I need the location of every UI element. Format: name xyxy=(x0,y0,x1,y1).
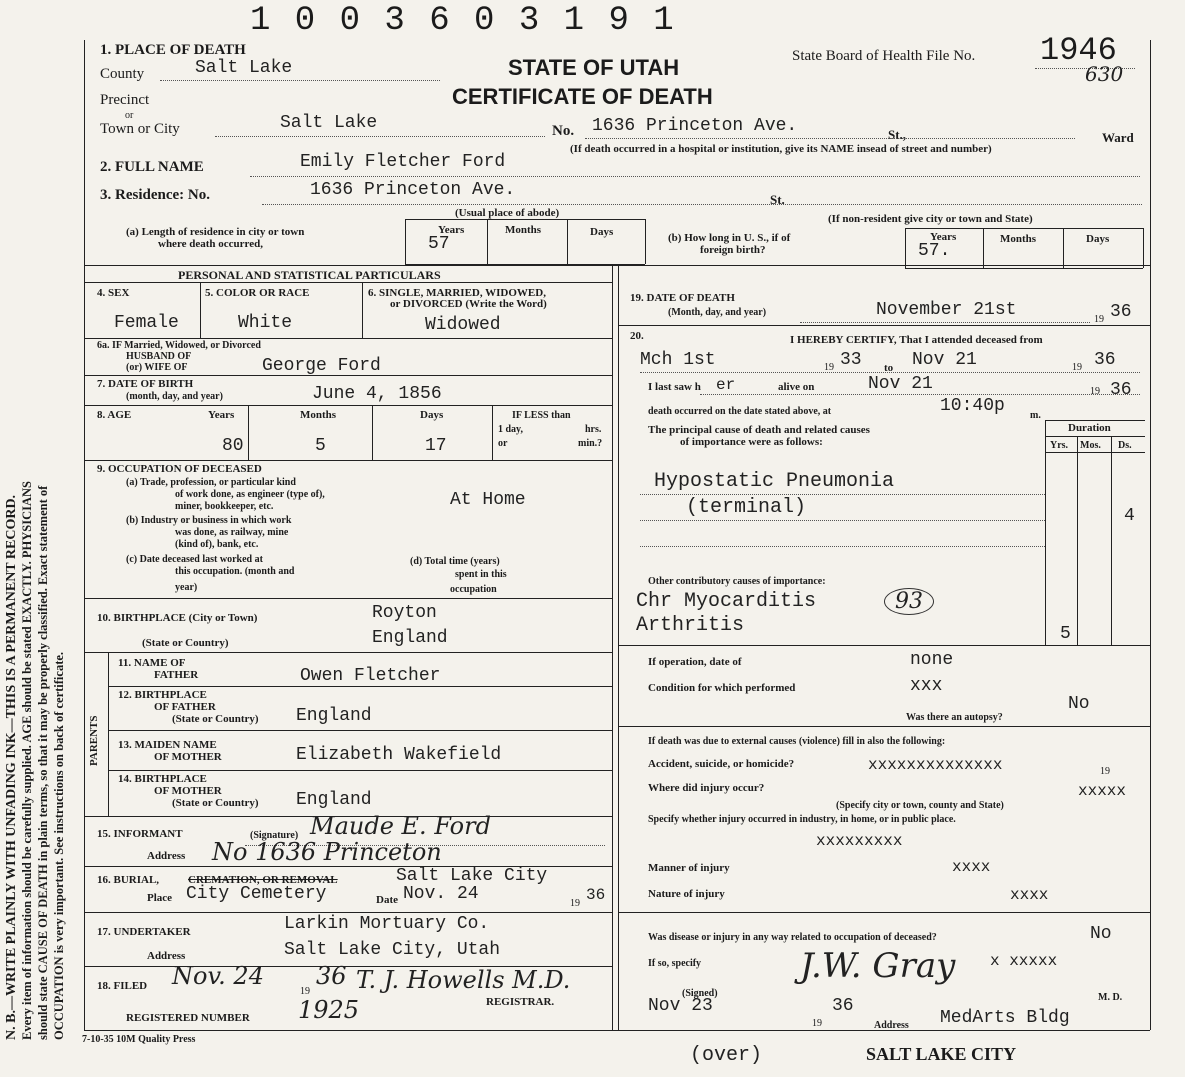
town-value: Salt Lake xyxy=(280,113,378,133)
duration-mid-1 xyxy=(1077,436,1078,645)
dod-year-prefix: 19 xyxy=(1094,314,1104,325)
nonresident-note: (If non-resident give city or town and State) xyxy=(828,213,1033,225)
personal-section-title: PERSONAL AND STATISTICAL PARTICULARS xyxy=(178,268,441,282)
principal-cause-a: The principal cause of death and related causes xyxy=(648,424,870,436)
undertaker-address-value: Salt Lake City, Utah xyxy=(284,940,501,960)
age-days-value: 17 xyxy=(425,436,447,456)
father-bp-label-c: (State or Country) xyxy=(172,713,259,725)
duration-left xyxy=(1045,420,1046,645)
dod-line xyxy=(800,322,1090,323)
nature-value: xxxx xyxy=(1010,886,1049,904)
age-months-label: Months xyxy=(300,409,337,421)
duration-mid-2 xyxy=(1111,436,1112,645)
row-11-bottom xyxy=(108,686,612,687)
husband-value: George Ford xyxy=(262,356,381,376)
occ-related-label: Was disease or injury in any way related to occupation of deceased? xyxy=(648,932,937,943)
cause-tertiary-years: 5 xyxy=(1060,624,1071,644)
occupation-d3: occupation xyxy=(450,584,497,595)
cause-line-2 xyxy=(640,520,1045,521)
burial-place-label: Place xyxy=(147,892,173,904)
signed-date: Nov 23 xyxy=(648,996,713,1016)
signed-year: 36 xyxy=(832,996,854,1016)
row-16-bottom xyxy=(84,912,612,913)
state-title: STATE OF UTAH xyxy=(508,55,680,80)
age-months-value: 5 xyxy=(315,436,326,456)
father-bp-value: England xyxy=(296,706,372,726)
occupation-b1: (b) Industry or business in which work xyxy=(126,515,292,526)
residence-line xyxy=(262,204,1142,205)
burial-place-value: Salt Lake City xyxy=(396,866,548,886)
us-months-label: Months xyxy=(1000,233,1037,245)
res-years-label: Years xyxy=(438,224,465,236)
registrar-signature: T. J. Howells M.D. xyxy=(356,966,571,994)
cause-primary-note: (terminal) xyxy=(686,496,807,519)
less-label-e: min.? xyxy=(578,438,603,449)
death-occurred-text: death occurred on the date stated above, at xyxy=(648,406,832,417)
father-bp-label-a: 12. BIRTHPLACE xyxy=(118,689,207,701)
informant-label: 15. INFORMANT xyxy=(97,828,183,840)
parents-divider xyxy=(108,652,109,816)
less-label-d: or xyxy=(498,438,508,449)
us-days-label: Days xyxy=(1086,233,1110,245)
row-10-bottom xyxy=(84,652,612,653)
ward-label: Ward xyxy=(1102,130,1134,145)
signed-label: (Signed) xyxy=(682,988,718,999)
certify-text: I HEREBY CERTIFY, That I attended deceased from xyxy=(790,334,1043,346)
cause-line-3 xyxy=(640,546,1045,547)
burial-year-prefix: 19 xyxy=(570,898,580,909)
birthplace-state-label: (State or Country) xyxy=(142,637,229,649)
last-saw-date: Nov 21 xyxy=(868,374,933,394)
age-years-label: Years xyxy=(208,409,235,421)
last-saw-year: 36 xyxy=(1110,380,1132,400)
duration-head-bottom xyxy=(1045,452,1145,453)
physician-signature: J.W. Gray xyxy=(800,946,956,986)
father-label-b: FATHER xyxy=(154,669,199,681)
last-saw-year-prefix: 19 xyxy=(1090,386,1100,397)
mother-label-b: OF MOTHER xyxy=(154,751,222,763)
city-stamp: SALT LAKE CITY xyxy=(866,1044,1017,1064)
frame-bottom xyxy=(84,1030,1150,1031)
color-divider xyxy=(362,282,363,338)
autopsy-value: No xyxy=(1068,694,1090,714)
center-divider-2 xyxy=(618,265,619,1030)
filed-label: 18. FILED xyxy=(97,980,148,992)
registered-number-label: REGISTERED NUMBER xyxy=(126,1012,250,1024)
occupation-b2: was done, as railway, mine xyxy=(175,527,289,538)
less-label-b: 1 day, xyxy=(498,424,524,435)
street-st-label: St., xyxy=(888,127,907,142)
town-line xyxy=(215,136,545,137)
undertaker-label: 17. UNDERTAKER xyxy=(97,926,191,938)
margin-instruction-1: N. B.—WRITE PLAINLY WITH UNFADING INK—THIS IS A PERMANENT RECORD. xyxy=(4,494,19,1040)
county-label: County xyxy=(100,66,145,82)
informant-address-label: Address xyxy=(147,850,186,862)
specify-industry-value: xxxxxxxxx xyxy=(816,832,903,850)
age-div-3 xyxy=(492,405,493,460)
row-4-bottom xyxy=(84,338,612,339)
nature-label: Nature of injury xyxy=(648,888,725,900)
printer-note: 7-10-35 10M Quality Press xyxy=(82,1034,196,1045)
occupation-a2: of work done, as engineer (type of), xyxy=(175,489,325,500)
attended-from: Mch 1st xyxy=(640,350,716,370)
burial-date-label: Date xyxy=(376,894,398,906)
undertaker-value: Larkin Mortuary Co. xyxy=(284,914,490,934)
town-label: Town or City xyxy=(100,121,180,137)
dod-year: 36 xyxy=(1110,302,1132,322)
street-line xyxy=(585,138,1075,139)
street-value: 1636 Princeton Ave. xyxy=(592,116,798,136)
file-number: 1946 xyxy=(1040,32,1117,69)
center-divider xyxy=(612,265,613,1030)
residence-label: 3. Residence: No. xyxy=(100,187,210,203)
row-7-bottom xyxy=(84,405,612,406)
burial-label: 16. BURIAL, xyxy=(97,874,160,886)
usual-abode-note: (Usual place of abode) xyxy=(455,207,560,219)
sex-value: Female xyxy=(114,313,179,333)
dob-label-a: 7. DATE OF BIRTH xyxy=(97,378,194,390)
age-label: 8. AGE xyxy=(97,409,132,421)
to-label: to xyxy=(884,362,894,374)
or-label: or xyxy=(125,110,134,121)
md-label: M. D. xyxy=(1098,992,1123,1003)
last-saw-line xyxy=(700,394,1140,395)
manner-value: xxxx xyxy=(952,858,991,876)
father-value: Owen Fletcher xyxy=(300,666,441,686)
other-causes-label: Other contributory causes of importance: xyxy=(648,576,826,587)
informant-signature: Maude E. Ford xyxy=(310,812,491,840)
dod-value: November 21st xyxy=(876,300,1017,320)
residence-box-v2 xyxy=(487,219,488,264)
mother-bp-value: England xyxy=(296,790,372,810)
less-label-c: hrs. xyxy=(585,424,602,435)
residence-box-v4 xyxy=(645,219,646,264)
precinct-label: Precinct xyxy=(100,92,150,108)
registered-number: 1925 xyxy=(298,996,360,1024)
condition-label: Condition for which performed xyxy=(648,682,796,694)
certify-number: 20. xyxy=(630,330,644,342)
us-box-bottom xyxy=(905,268,1143,269)
mother-bp-label-a: 14. BIRTHPLACE xyxy=(118,773,207,785)
street-no-label: No. xyxy=(552,123,575,139)
occupation-label: 9. OCCUPATION OF DECEASED xyxy=(97,463,262,475)
informant-signature-label: (Signature) xyxy=(250,830,299,841)
dob-label-b: (month, day, and year) xyxy=(126,391,223,402)
injury-bottom xyxy=(618,912,1150,913)
operation-bottom xyxy=(618,726,1150,727)
occupation-value: At Home xyxy=(450,490,526,510)
causes-bottom xyxy=(618,645,1150,646)
father-bp-label-b: OF FATHER xyxy=(154,701,216,713)
us-box-v2 xyxy=(983,228,984,268)
birthplace-label: 10. BIRTHPLACE (City or Town) xyxy=(97,612,258,624)
burial-year: 36 xyxy=(586,886,606,904)
autopsy-label: Was there an autopsy? xyxy=(906,712,1003,723)
occupation-d1: (d) Total time (years) xyxy=(410,556,500,567)
external-causes-text: If death was due to external causes (violence) fill in also the following: xyxy=(648,736,946,747)
operation-label: If operation, date of xyxy=(648,656,742,668)
us-box-v4 xyxy=(1143,228,1144,268)
margin-instruction-4: OCCUPATION is very important. See instructions on back of certificate. xyxy=(52,651,66,1040)
residence-box-top xyxy=(405,219,645,220)
cause-primary: Hypostatic Pneumonia xyxy=(654,470,895,493)
us-box-v3 xyxy=(1063,228,1064,268)
margin-instruction-2: Every item of information should be carefully supplied. AGE should be stated EXACTLY. PHYSICIANS xyxy=(20,481,34,1040)
to-year: 36 xyxy=(1094,350,1116,370)
mother-bp-label-b: OF MOTHER xyxy=(154,785,222,797)
marital-value: Widowed xyxy=(425,315,501,335)
birthplace-country: England xyxy=(372,628,448,648)
hospital-note: (If death occurred in a hospital or institution, give its NAME insead of street and number) xyxy=(570,143,992,155)
injury-where-label: Where did injury occur? xyxy=(648,782,765,794)
from-year: 33 xyxy=(840,350,862,370)
occupation-c1: (c) Date deceased last worked at xyxy=(126,554,263,565)
specify-industry-label: Specify whether injury occurred in industry, in home, or in public place. xyxy=(648,814,956,825)
duration-label: Duration xyxy=(1068,422,1111,434)
residence-box-v1 xyxy=(405,219,406,264)
us-years-label: Years xyxy=(930,231,957,243)
physician-address-label: Address xyxy=(874,1020,909,1031)
age-days-label: Days xyxy=(420,409,444,421)
attended-to: Nov 21 xyxy=(912,350,977,370)
duration-sub xyxy=(1045,436,1145,437)
marital-label-a: 6. SINGLE, MARRIED, WIDOWED, xyxy=(368,287,546,299)
last-saw-a: I last saw h xyxy=(648,381,701,393)
specify-city-note: (Specify city or town, county and State) xyxy=(836,800,1004,811)
us-years-value: 57. xyxy=(918,241,951,261)
row-19-bottom xyxy=(618,325,1150,326)
us-box-top xyxy=(905,228,1143,229)
cause-secondary: Chr Myocarditis xyxy=(636,590,817,613)
occupation-a3: miner, bookkeeper, etc. xyxy=(175,501,274,512)
dod-label-b: (Month, day, and year) xyxy=(668,307,767,318)
full-name-value: Emily Fletcher Ford xyxy=(300,152,506,172)
row-6a-bottom xyxy=(84,375,612,376)
file-sub-number: 630 xyxy=(1085,62,1124,86)
husband-label-b: HUSBAND OF xyxy=(126,351,192,362)
occupation-c2: this occupation. (month and xyxy=(175,566,295,577)
to-year-prefix: 19 xyxy=(1072,362,1082,373)
us-residence-label-a: (b) How long in U. S., if of xyxy=(668,232,791,244)
husband-label-a: 6a. IF Married, Widowed, or Divorced xyxy=(97,340,261,351)
from-year-prefix: 19 xyxy=(824,362,834,373)
duration-mos: Mos. xyxy=(1080,440,1101,451)
duration-yrs: Yrs. xyxy=(1050,440,1069,451)
burial-struck: CREMATION, OR REMOVAL xyxy=(188,874,338,886)
length-residence-label-b: where death occurred, xyxy=(158,238,263,250)
length-residence-label-a: (a) Length of residence in city or town xyxy=(126,226,305,238)
time-suffix: m. xyxy=(1030,410,1041,421)
certificate-title: CERTIFICATE OF DEATH xyxy=(452,84,713,109)
occupation-a1: (a) Trade, profession, or particular kind xyxy=(126,477,296,488)
section-divider-top xyxy=(84,265,1150,266)
occ-related-value: No xyxy=(1090,924,1112,944)
row-8-bottom xyxy=(84,460,612,461)
accident-value: xxxxxxxxxxxxxx xyxy=(868,756,1003,774)
less-label-a: IF LESS than xyxy=(512,410,571,421)
us-residence-label-b: foreign birth? xyxy=(700,244,766,256)
mother-value: Elizabeth Wakefield xyxy=(296,745,502,765)
margin-instruction-3: should state CAUSE OF DEATH in plain terms, so that it may be properly classified. Exact statement of xyxy=(36,485,50,1040)
file-number-label: State Board of Health File No. xyxy=(792,48,976,64)
accident-year-prefix: 19 xyxy=(1100,766,1110,777)
birthplace-city: Royton xyxy=(372,603,437,623)
undertaker-address-label: Address xyxy=(147,950,186,962)
place-of-death-label: 1. PLACE OF DEATH xyxy=(100,42,246,58)
res-months-label: Months xyxy=(505,224,542,236)
us-box-v1 xyxy=(905,228,906,268)
filed-year: 36 xyxy=(316,962,347,990)
husband-label-c: (or) WIFE OF xyxy=(126,362,188,373)
registrar-label: REGISTRAR. xyxy=(486,996,555,1008)
if-so-label: If so, specify xyxy=(648,958,702,969)
signed-year-prefix: 19 xyxy=(812,1018,822,1029)
row-12-bottom xyxy=(108,730,612,731)
color-value: White xyxy=(238,313,293,333)
manner-label: Manner of injury xyxy=(648,862,730,874)
mother-bp-label-c: (State or Country) xyxy=(172,797,259,809)
last-saw-fill: er xyxy=(716,376,736,394)
occupation-b3: (kind of), bank, etc. xyxy=(175,539,259,550)
mother-label-a: 13. MAIDEN NAME xyxy=(118,739,217,751)
res-years-value: 57 xyxy=(428,234,450,254)
dod-label-a: 19. DATE OF DEATH xyxy=(630,292,735,304)
parents-label: PARENTS xyxy=(88,715,100,766)
burial-date-value: Nov. 24 xyxy=(403,884,479,904)
personal-title-line xyxy=(84,282,612,283)
cemetery-value: City Cemetery xyxy=(186,884,327,904)
marital-label-b: or DIVORCED (Write the Word) xyxy=(390,298,547,310)
sex-label: 4. SEX xyxy=(97,287,130,299)
filed-date: Nov. 24 xyxy=(172,962,264,990)
frame-left xyxy=(84,40,85,1030)
cause-line-1 xyxy=(640,494,1045,495)
county-line xyxy=(160,80,440,81)
occupation-d2: spent in this xyxy=(455,569,507,580)
sex-divider xyxy=(200,282,201,338)
row-13-bottom xyxy=(108,770,612,771)
frame-right xyxy=(1150,40,1151,1030)
dob-value: June 4, 1856 xyxy=(312,384,442,404)
age-years-value: 80 xyxy=(222,436,244,456)
age-div-2 xyxy=(372,405,373,460)
informant-address: No 1636 Princeton xyxy=(212,838,442,866)
condition-value: xxx xyxy=(910,676,943,696)
accident-label: Accident, suicide, or homicide? xyxy=(648,758,795,770)
age-div-1 xyxy=(248,405,249,460)
occupation-c3: year) xyxy=(175,582,198,593)
residence-value: 1636 Princeton Ave. xyxy=(310,180,516,200)
cause-primary-days: 4 xyxy=(1124,506,1135,526)
last-saw-b: alive on xyxy=(778,381,815,393)
principal-cause-b: of importance were as follows: xyxy=(680,436,823,448)
father-label-a: 11. NAME OF xyxy=(118,657,186,669)
physician-address: MedArts Bldg xyxy=(940,1008,1070,1028)
color-label: 5. COLOR OR RACE xyxy=(205,287,310,299)
duration-ds: Ds. xyxy=(1118,440,1132,451)
res-days-label: Days xyxy=(590,226,614,238)
attended-line xyxy=(640,372,1140,373)
time-value: 10:40p xyxy=(940,396,1005,416)
cause-tertiary: Arthritis xyxy=(636,614,745,637)
operation-value: none xyxy=(910,650,954,670)
county-value: Salt Lake xyxy=(195,58,293,78)
full-name-line xyxy=(250,176,1140,177)
cause-secondary-note: 93 xyxy=(884,588,934,615)
row-9-bottom xyxy=(84,598,612,599)
filed-year-prefix: 19 xyxy=(300,986,310,997)
injury-where-value: xxxxx xyxy=(1078,782,1127,800)
if-so-value: x xxxxx xyxy=(990,952,1058,970)
full-name-label: 2. FULL NAME xyxy=(100,159,204,175)
duration-top xyxy=(1045,420,1145,421)
over-note: (over) xyxy=(690,1044,763,1067)
serial-number: 1 0 0 3 6 0 3 1 9 1 xyxy=(250,2,676,40)
residence-box-v3 xyxy=(567,219,568,264)
residence-st-label: St. xyxy=(770,192,785,207)
